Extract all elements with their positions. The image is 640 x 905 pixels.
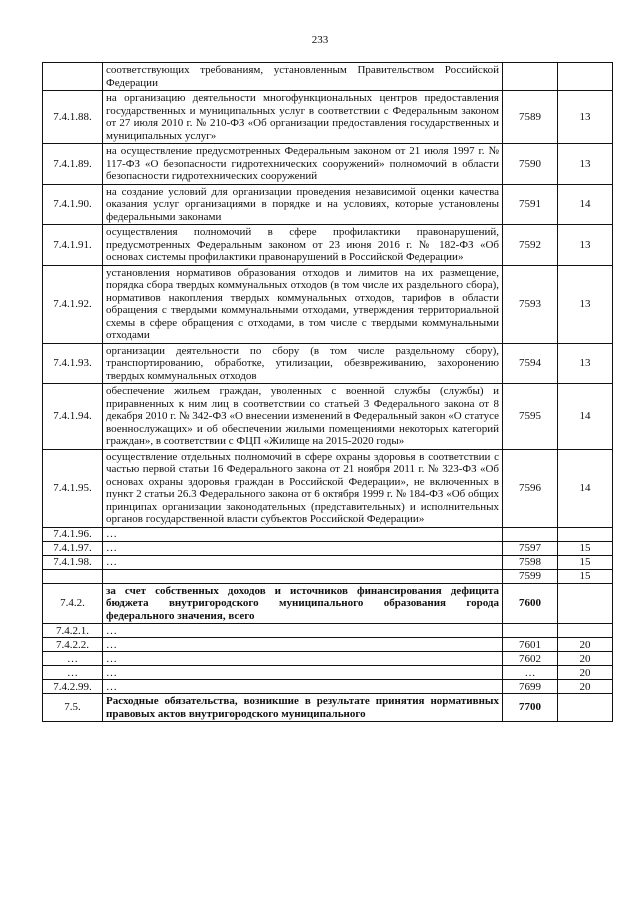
row-number: 7.4.1.93. xyxy=(43,343,103,384)
table-row xyxy=(43,583,613,624)
row-code: 7699 xyxy=(503,680,558,694)
table-row xyxy=(43,265,613,343)
row-number xyxy=(43,569,103,583)
row-number xyxy=(43,63,103,91)
row-code: 7594 xyxy=(503,343,558,384)
row-number: 7.4.1.95. xyxy=(43,449,103,527)
row-code: 7700 xyxy=(503,694,558,722)
row-number: … xyxy=(43,652,103,666)
row-section xyxy=(558,694,613,722)
row-number: 7.4.1.96. xyxy=(43,527,103,541)
row-code: 7599 xyxy=(503,569,558,583)
row-number: 7.4.2.99. xyxy=(43,680,103,694)
row-code: … xyxy=(503,666,558,680)
row-section: 15 xyxy=(558,555,613,569)
row-section: 14 xyxy=(558,449,613,527)
row-section xyxy=(558,583,613,624)
row-number: 7.5. xyxy=(43,694,103,722)
row-description: установления нормативов образования отходов и лимитов на их размещение, порядка сбора твердых коммунальных отходов (в том числе их раздельного сбора), нормативов накопления твердых коммунальных отходов, тарифов в области обращения с твердыми коммунальными отходами, утверждения территориальной схемы в сфере обращения с отходами, в том числе с твердыми коммунальными отходами xyxy=(103,265,503,343)
row-code: 7597 xyxy=(503,541,558,555)
row-description: осуществление отдельных полномочий в сфере охраны здоровья в соответствии с частью первой статьи 16 Федерального закона от 21 ноября 2011 г. № 323-ФЗ «Об основах охраны здоровья граждан в Российской Федерации», не включенных в пункт 2 статьи 26.3 Федерального закона от 6 октября 1999 г. № 184-ФЗ «Об общих принципах организации законодательных (представительных) и исполнительных органов государственной власти субъектов Российской Федерации» xyxy=(103,449,503,527)
row-number: 7.4.1.88. xyxy=(43,91,103,144)
row-description: … xyxy=(103,624,503,638)
row-section xyxy=(558,624,613,638)
page-number: 233 xyxy=(311,34,329,46)
row-section: 20 xyxy=(558,638,613,652)
row-code xyxy=(503,527,558,541)
table-row xyxy=(43,541,613,555)
row-section xyxy=(558,527,613,541)
row-section: 15 xyxy=(558,569,613,583)
table-body xyxy=(43,63,613,722)
row-number: 7.4.2. xyxy=(43,583,103,624)
row-number: 7.4.1.98. xyxy=(43,555,103,569)
row-description: обеспечение жильем граждан, уволенных с военной службы (службы) и приравненных к ним лиц в соответствии со статьей 3 Федерального закона от 8 декабря 2010 г. № 342-ФЗ «О внесении изменений в Федеральный закон «О статусе военнослужащих» и об обеспечении жилыми помещениями некоторых категорий граждан», в соответствии с ФЦП «Жилище на 2015-2020 годы» xyxy=(103,384,503,450)
table-row xyxy=(43,449,613,527)
row-section: 13 xyxy=(558,343,613,384)
row-number: 7.4.1.89. xyxy=(43,144,103,185)
row-section: 20 xyxy=(558,652,613,666)
row-number: 7.4.1.97. xyxy=(43,541,103,555)
row-section: 20 xyxy=(558,666,613,680)
row-section: 13 xyxy=(558,225,613,266)
row-number: 7.4.1.94. xyxy=(43,384,103,450)
row-description: … xyxy=(103,555,503,569)
row-description: на осуществление предусмотренных Федеральным законом от 21 июля 1997 г. № 117-ФЗ «О безопасности гидротехнических сооружений» полномочий в области безопасности гидротехнических сооружений xyxy=(103,144,503,185)
row-section: 13 xyxy=(558,265,613,343)
row-code: 7595 xyxy=(503,384,558,450)
row-description: … xyxy=(103,652,503,666)
row-section: 15 xyxy=(558,541,613,555)
table-row xyxy=(43,666,613,680)
row-description: организации деятельности по сбору (в том числе раздельному сбору), транспортированию, обработке, утилизации, обезвреживанию, захоронению твердых коммунальных отходов xyxy=(103,343,503,384)
row-section: 14 xyxy=(558,184,613,225)
table-row xyxy=(43,652,613,666)
table-row xyxy=(43,184,613,225)
row-description: за счет собственных доходов и источников финансирования дефицита бюджета внутригородского муниципального образования города федерального значения, всего xyxy=(103,583,503,624)
row-section xyxy=(558,63,613,91)
row-section: 13 xyxy=(558,91,613,144)
row-description: на организацию деятельности многофункциональных центров предоставления государственных и муниципальных услуг в соответствии с Федеральным законом от 27 июля 2010 г. № 210-ФЗ «Об организации предоставления государственных и муниципальных услуг» xyxy=(103,91,503,144)
row-code: 7591 xyxy=(503,184,558,225)
table-row xyxy=(43,527,613,541)
table-row xyxy=(43,91,613,144)
row-code: 7598 xyxy=(503,555,558,569)
table-row xyxy=(43,680,613,694)
row-description xyxy=(103,569,503,583)
row-number: 7.4.1.92. xyxy=(43,265,103,343)
row-code xyxy=(503,624,558,638)
table-row xyxy=(43,343,613,384)
row-description: … xyxy=(103,666,503,680)
row-number: 7.4.1.90. xyxy=(43,184,103,225)
table-row xyxy=(43,569,613,583)
table-row xyxy=(43,225,613,266)
row-section: 20 xyxy=(558,680,613,694)
table-row xyxy=(43,694,613,722)
table-row xyxy=(43,384,613,450)
row-code: 7592 xyxy=(503,225,558,266)
row-description: … xyxy=(103,527,503,541)
row-code: 7596 xyxy=(503,449,558,527)
row-description: Расходные обязательства, возникшие в результате принятия нормативных правовых актов внутригородского муниципального xyxy=(103,694,503,722)
obligations-table xyxy=(42,62,613,722)
table-row xyxy=(43,624,613,638)
table-row xyxy=(43,63,613,91)
row-description: … xyxy=(103,638,503,652)
row-description: … xyxy=(103,541,503,555)
table-row xyxy=(43,555,613,569)
row-code: 7590 xyxy=(503,144,558,185)
row-description: осуществления полномочий в сфере профилактики правонарушений, предусмотренных Федеральным законом от 23 июня 2016 г. № 182-ФЗ «Об основах системы профилактики правонарушений в Российской Федерации» xyxy=(103,225,503,266)
row-number: 7.4.2.2. xyxy=(43,638,103,652)
row-number: … xyxy=(43,666,103,680)
row-code xyxy=(503,63,558,91)
row-code: 7601 xyxy=(503,638,558,652)
row-description: на создание условий для организации проведения независимой оценки качества оказания услуг организациями в порядке и на условиях, которые установлены федеральными законами xyxy=(103,184,503,225)
table-row xyxy=(43,638,613,652)
row-number: 7.4.1.91. xyxy=(43,225,103,266)
row-description: соответствующих требованиям, установленным Правительством Российской Федерации xyxy=(103,63,503,91)
table-row xyxy=(43,144,613,185)
row-section: 13 xyxy=(558,144,613,185)
row-section: 14 xyxy=(558,384,613,450)
row-code: 7593 xyxy=(503,265,558,343)
row-number: 7.4.2.1. xyxy=(43,624,103,638)
row-code: 7600 xyxy=(503,583,558,624)
row-code: 7602 xyxy=(503,652,558,666)
row-description: … xyxy=(103,680,503,694)
row-code: 7589 xyxy=(503,91,558,144)
